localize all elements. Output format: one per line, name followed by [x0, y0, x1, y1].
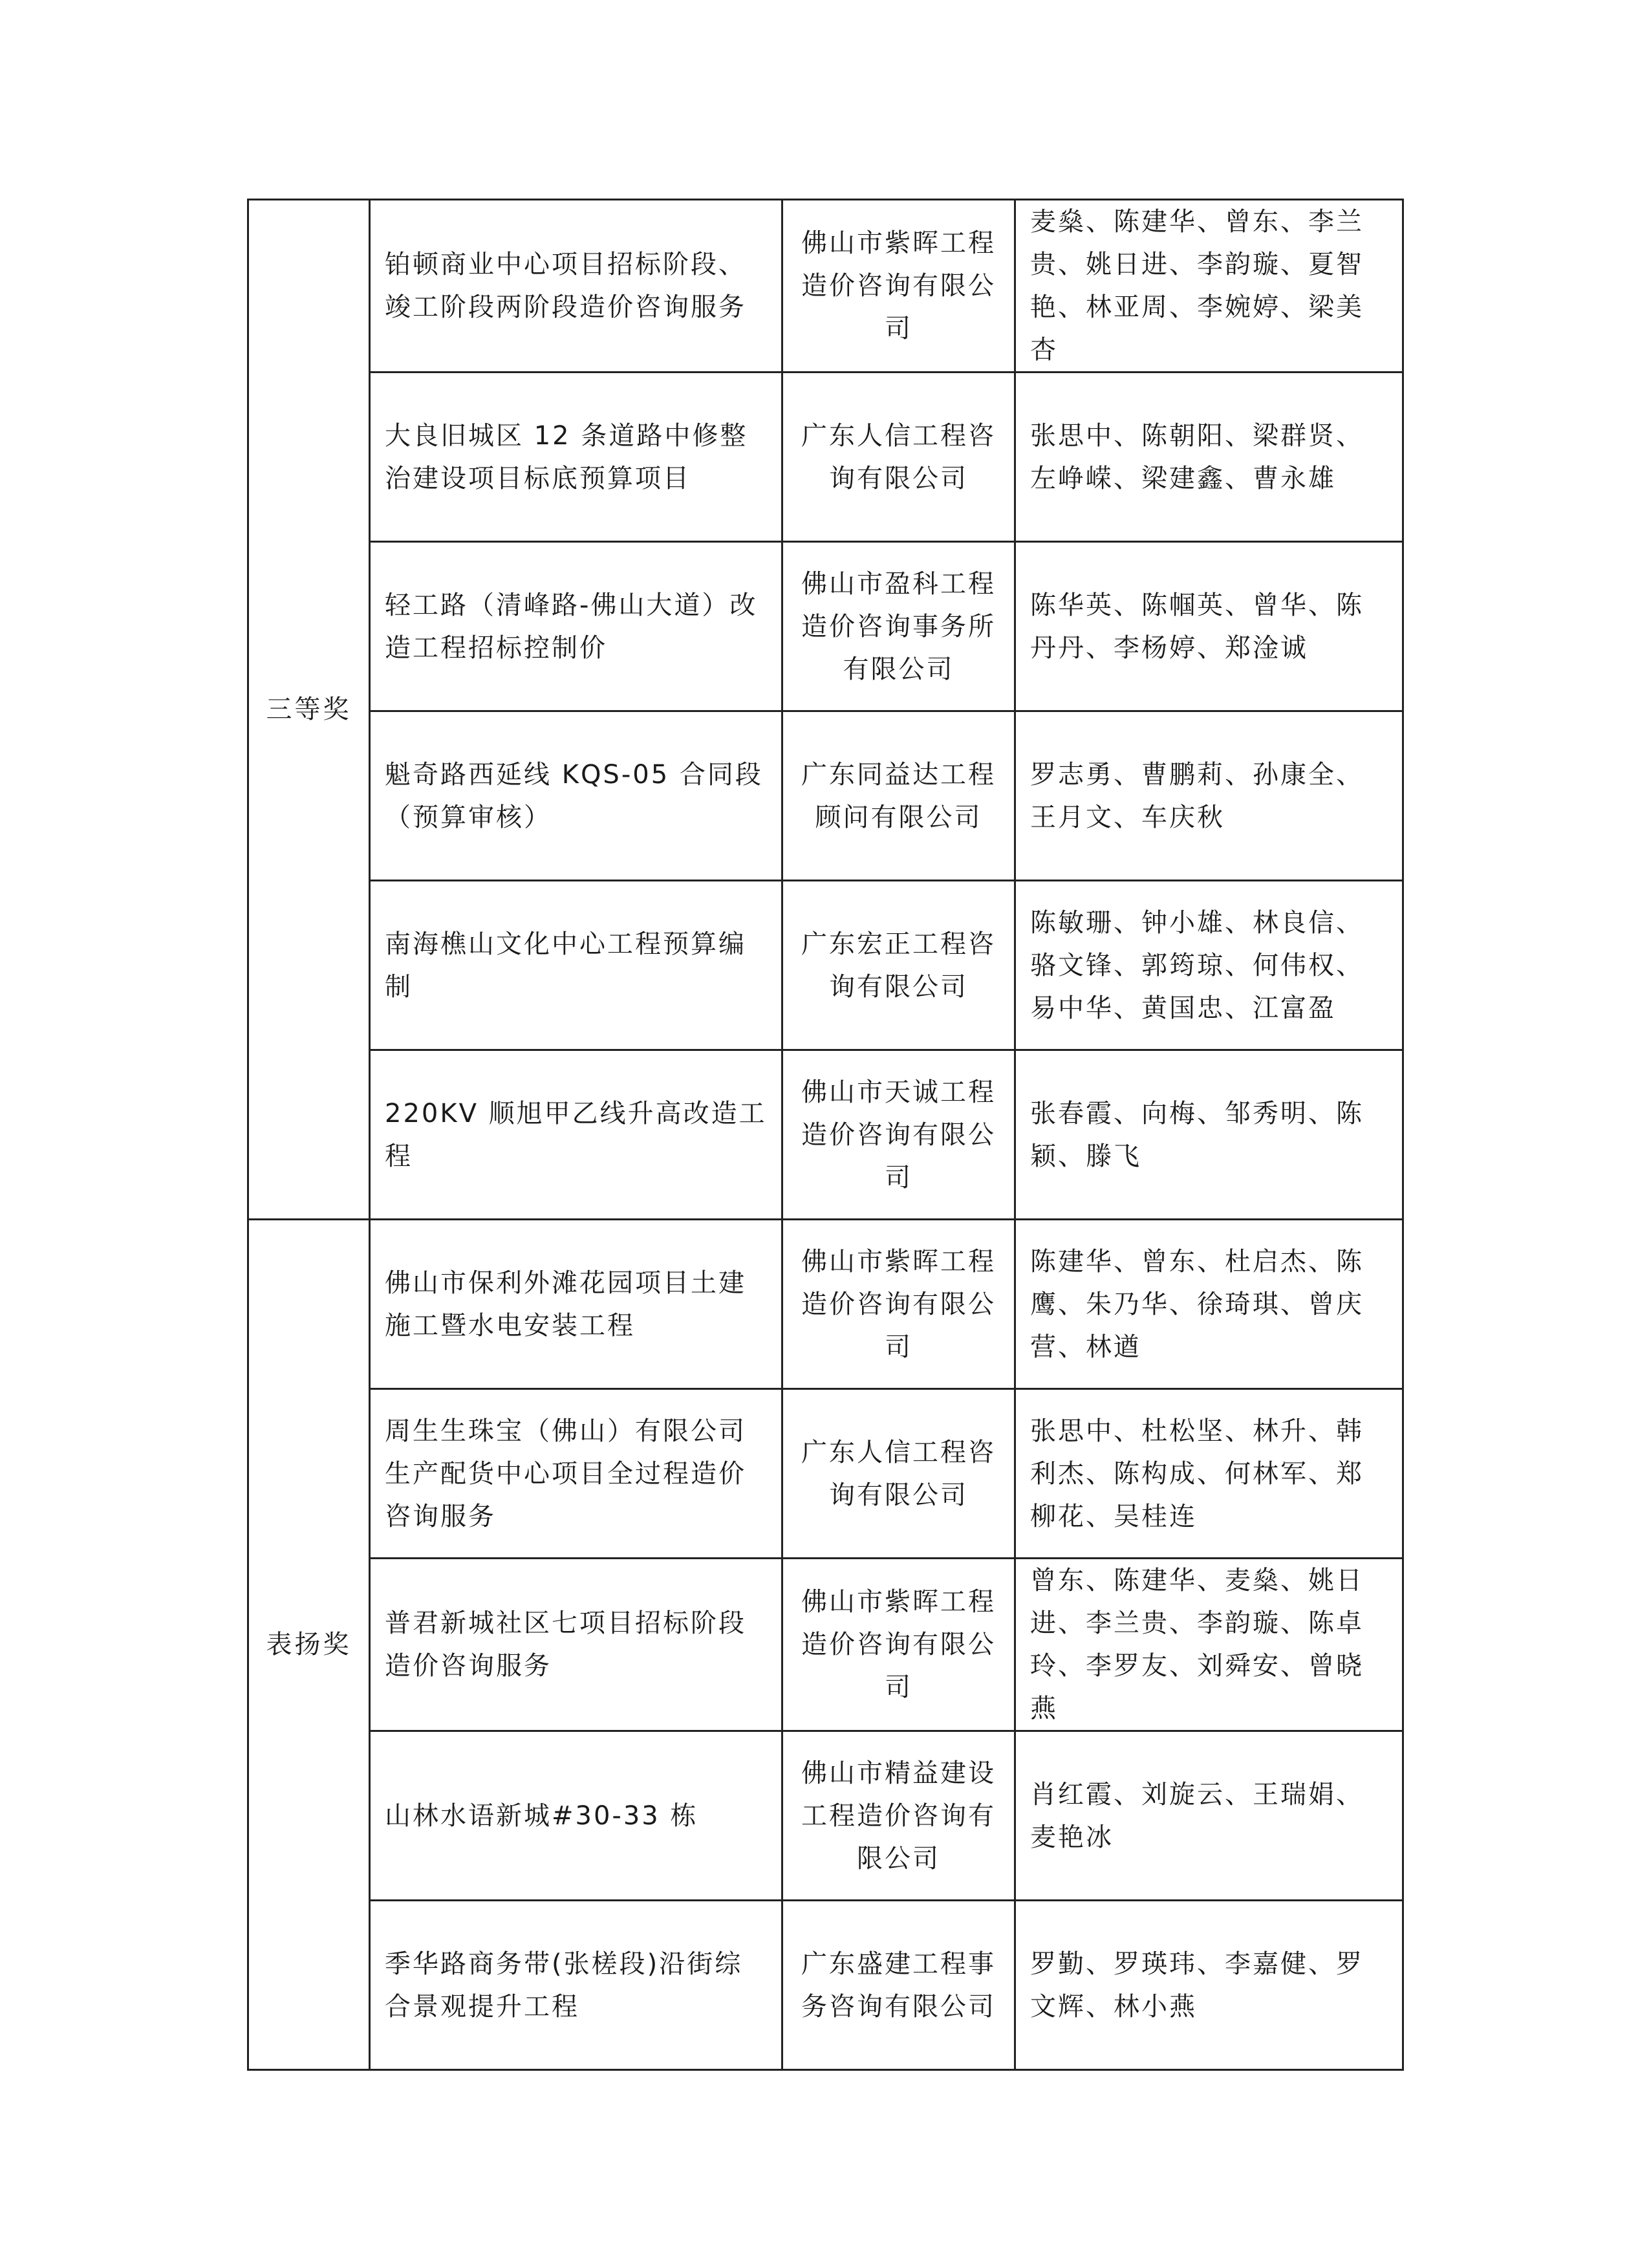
award-table — [247, 199, 1404, 2071]
team-members: 张思中、杜松坚、林升、韩利杰、陈构成、何林军、郑柳花、吴桂连 — [1015, 1389, 1403, 1559]
project-name: 季华路商务带(张槎段)沿街综合景观提升工程 — [370, 1901, 782, 2070]
table-row — [248, 711, 1403, 881]
table-row — [248, 1220, 1403, 1389]
company-name: 广东盛建工程事务咨询有限公司 — [782, 1901, 1015, 2070]
team-members: 陈敏珊、钟小雄、林良信、骆文锋、郭筠琼、何伟权、易中华、黄国忠、江富盈 — [1015, 881, 1403, 1050]
team-members: 曾东、陈建华、麦燊、姚日进、李兰贵、李韵璇、陈卓玲、李罗友、刘舜安、曾晓燕 — [1015, 1559, 1403, 1731]
company-name: 佛山市精益建设工程造价咨询有限公司 — [782, 1731, 1015, 1901]
company-name: 佛山市紫晖工程造价咨询有限公司 — [782, 1559, 1015, 1731]
table-row — [248, 1731, 1403, 1901]
company-name: 佛山市盈科工程造价咨询事务所有限公司 — [782, 542, 1015, 711]
table-row — [248, 200, 1403, 373]
company-name: 佛山市天诚工程造价咨询有限公司 — [782, 1050, 1015, 1220]
award-table-body — [248, 200, 1403, 2070]
company-name: 广东人信工程咨询有限公司 — [782, 1389, 1015, 1559]
award-level-commendation: 表扬奖 — [248, 1220, 370, 2070]
project-name: 大良旧城区 12 条道路中修整治建设项目标底预算项目 — [370, 373, 782, 542]
project-name: 轻工路（清峰路-佛山大道）改造工程招标控制价 — [370, 542, 782, 711]
table-row — [248, 373, 1403, 542]
table-row — [248, 1389, 1403, 1559]
company-name: 广东同益达工程顾问有限公司 — [782, 711, 1015, 881]
project-name: 南海樵山文化中心工程预算编制 — [370, 881, 782, 1050]
table-row — [248, 1901, 1403, 2070]
team-members: 肖红霞、刘旋云、王瑞娟、麦艳冰 — [1015, 1731, 1403, 1901]
team-members: 罗志勇、曹鹏莉、孙康全、王月文、车庆秋 — [1015, 711, 1403, 881]
company-name: 佛山市紫晖工程造价咨询有限公司 — [782, 200, 1015, 373]
project-name: 铂顿商业中心项目招标阶段、竣工阶段两阶段造价咨询服务 — [370, 200, 782, 373]
project-name: 佛山市保利外滩花园项目土建施工暨水电安装工程 — [370, 1220, 782, 1389]
team-members: 张思中、陈朝阳、梁群贤、左峥嵘、梁建鑫、曹永雄 — [1015, 373, 1403, 542]
project-name: 普君新城社区七项目招标阶段造价咨询服务 — [370, 1559, 782, 1731]
team-members: 张春霞、向梅、邹秀明、陈颖、滕飞 — [1015, 1050, 1403, 1220]
team-members: 陈华英、陈帼英、曾华、陈丹丹、李杨婷、郑淦诚 — [1015, 542, 1403, 711]
team-members: 陈建华、曾东、杜启杰、陈鹰、朱乃华、徐琦琪、曾庆营、林遒 — [1015, 1220, 1403, 1389]
team-members: 麦燊、陈建华、曾东、李兰贵、姚日进、李韵璇、夏智艳、林亚周、李婉婷、梁美杏 — [1015, 200, 1403, 373]
table-row — [248, 881, 1403, 1050]
team-members: 罗勤、罗瑛玮、李嘉健、罗文辉、林小燕 — [1015, 1901, 1403, 2070]
project-name: 220KV 顺旭甲乙线升高改造工程 — [370, 1050, 782, 1220]
project-name: 山林水语新城#30-33 栋 — [370, 1731, 782, 1901]
project-name: 周生生珠宝（佛山）有限公司生产配货中心项目全过程造价咨询服务 — [370, 1389, 782, 1559]
project-name: 魁奇路西延线 KQS-05 合同段（预算审核） — [370, 711, 782, 881]
company-name: 佛山市紫晖工程造价咨询有限公司 — [782, 1220, 1015, 1389]
company-name: 广东宏正工程咨询有限公司 — [782, 881, 1015, 1050]
table-row — [248, 542, 1403, 711]
table-row — [248, 1559, 1403, 1731]
company-name: 广东人信工程咨询有限公司 — [782, 373, 1015, 542]
award-level-third: 三等奖 — [248, 200, 370, 1220]
table-row — [248, 1050, 1403, 1220]
